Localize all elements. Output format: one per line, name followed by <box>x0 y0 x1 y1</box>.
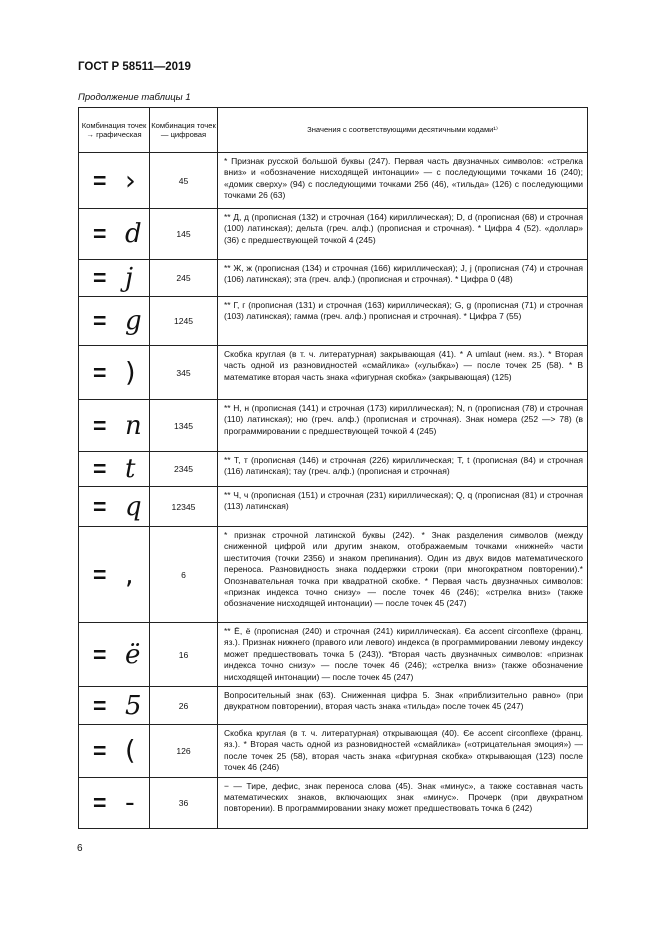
braille-symbol: ë <box>125 639 141 670</box>
value-description: ** Ё, ё (прописная (240) и строчная (241) кириллическая). Єa accent circonflexe (франц. яз.). Признак нижнего (правого или левого) индекса (в программировании левому индексу может предшествовать точка 5 (243)). *Вторая часть двузначных символов: «признак индекса точно снизу» — после точек 46 (246); «стрелка вниз» (также обозначение нисходящей интонации) — после точек 45 (247) <box>218 623 588 687</box>
digital-code: 126 <box>150 725 218 778</box>
digital-code: 145 <box>150 209 218 260</box>
graphic-cell <box>79 527 150 623</box>
braille-symbol: d <box>125 219 142 249</box>
equals-sign: = <box>93 455 107 482</box>
digital-code: 1345 <box>150 400 218 452</box>
digital-code: 26 <box>150 687 218 725</box>
value-description: ** Н, н (прописная (141) и строчная (173) кириллическая); N, n (прописная (78) и строчная (110) латинская); ню (греч. алф.) (прописная и строчная). Знак номера (252 —> 78) (в программировании с предшествующей точкой 4 (245) <box>218 400 588 452</box>
table-row <box>79 153 588 209</box>
table-row <box>79 777 588 828</box>
value-description: − — Тире, дефис, знак переноса слова (45). Знак «минус», а также составная часть математических знаков, включающих знак «минус». Прочерк (при двукратном повторении). В программировании знаку может предшествовать точка 6 (242) <box>218 777 588 828</box>
value-description: * Признак русской большой буквы (247). Первая часть двузначных символов: «стрелка вниз» и «обозначение нисходящей интонации» — с последующими точками 16 (240); «домик сверху» (94) с последующими точками 256 (46), «тильда» (126) с последующими точками 26 (63) <box>218 153 588 209</box>
braille-symbol: t <box>125 454 136 484</box>
digital-code: 1245 <box>150 297 218 346</box>
value-description: ** Г, г (прописная (131) и строчная (163) кириллическая); G, g (прописная (71) и строчная (103) латинская); гамма (греч. алф.) прописная и строчная). * Цифра 7 (55) <box>218 297 588 346</box>
digital-code: 345 <box>150 346 218 400</box>
table-row <box>79 346 588 400</box>
table-row <box>79 527 588 623</box>
braille-table <box>78 107 588 829</box>
equals-sign: = <box>93 641 107 668</box>
digital-code: 16 <box>150 623 218 687</box>
braille-symbol: g <box>125 306 142 336</box>
table-row <box>79 687 588 725</box>
equals-sign: = <box>93 692 107 719</box>
value-description: Вопросительный знак (63). Сниженная цифра 5. Знак «приблизительно равно» (при двукратном повторении), вторая часть знака «тильда» после точек 45 (247) <box>218 687 588 725</box>
equals-sign: = <box>93 737 107 764</box>
braille-symbol: 5 <box>125 690 142 721</box>
value-description: * признак строчной латинской буквы (242). * Знак разделения символов (между сниженной цифрой или другим знаком, отображаемым точками «нижней» части шеститочия (точки 2356) и знаком препинания). Один из двух видов математического переноса. Разновидность знака поддержки строки (при многократном повторении).* Опознавательная точка при квадратной скобке. * Первая часть двузначных символов: «признак индекса точно снизу» — после точек 46 (246); «стрелка вниз» (также обозначение нисходящей интонации) — после точек 45 (247) <box>218 527 588 623</box>
equals-sign: = <box>93 307 107 334</box>
value-description: ** Ч, ч (прописная (151) и строчная (231) кириллическая); Q, q (прописная (81) и строчная (113) латинская) <box>218 487 588 527</box>
table-row <box>79 452 588 487</box>
graphic-cell <box>79 153 150 209</box>
graphic-cell <box>79 687 150 725</box>
braille-symbol: ) <box>125 357 136 388</box>
equals-sign: = <box>93 167 107 193</box>
graphic-cell <box>79 487 150 527</box>
equals-sign: = <box>93 264 107 291</box>
document-code: ГОСТ Р 58511—2019 <box>78 61 191 73</box>
header-values: Значения с соответствующими десятичными кодами¹⁾ <box>218 108 588 153</box>
graphic-cell <box>79 346 150 400</box>
table-caption: Продолжение таблицы 1 <box>78 92 191 103</box>
digital-code: 245 <box>150 260 218 297</box>
digital-code: 2345 <box>150 452 218 487</box>
equals-sign: = <box>93 493 107 519</box>
graphic-cell <box>79 725 150 778</box>
equals-sign: = <box>93 789 107 816</box>
graphic-cell <box>79 623 150 687</box>
value-description: ** Д, д (прописная (132) и строчная (164) кириллическая); D, d (прописная (68) и строчная (100) латинская); дельта (греч. алф.) (прописная и строчная). * Цифра 4 (52). «доллар» (36) с предшествующей точкой 4 (245) <box>218 209 588 260</box>
digital-code: 36 <box>150 777 218 828</box>
table-header-row <box>79 108 588 153</box>
table-row <box>79 725 588 778</box>
braille-symbol: › <box>125 165 136 196</box>
graphic-cell <box>79 777 150 828</box>
braille-symbol: q <box>125 491 142 522</box>
equals-sign: = <box>93 359 107 385</box>
braille-symbol: j <box>125 263 134 293</box>
graphic-cell <box>79 209 150 260</box>
braille-symbol: ( <box>125 735 136 767</box>
value-description: ** Ж, ж (прописная (134) и строчная (166) кириллическая); J, j (прописная (74) и строчная (106) латинская); эта (греч. алф.) (прописная и строчная). * Цифра 0 (48) <box>218 260 588 297</box>
table-row <box>79 400 588 452</box>
table-row <box>79 623 588 687</box>
table-row <box>79 260 588 297</box>
digital-code: 6 <box>150 527 218 623</box>
equals-sign: = <box>93 561 107 587</box>
page-number: 6 <box>77 843 83 854</box>
table-row <box>79 209 588 260</box>
graphic-cell <box>79 400 150 452</box>
header-digital: Комбинация точек — цифровая <box>150 108 218 153</box>
value-description: ** Т, т (прописная (146) и строчная (226) кириллическая; T, t (прописная (84) и строчная (116) латинская); тау (греч. алф.) (прописная и строчная) <box>218 452 588 487</box>
braille-symbol: , <box>125 559 134 590</box>
equals-sign: = <box>93 412 107 438</box>
value-description: Скобка круглая (в т. ч. литературная) закрывающая (41). * A umlaut (нем. яз.). * Вторая часть одной из разновидностей «смайлика» («улыбка») — после точек 25 (58). * В математике вторая часть знака «фигурная скобка» (закрывающая) (125) <box>218 346 588 400</box>
digital-code: 12345 <box>150 487 218 527</box>
equals-sign: = <box>93 220 107 247</box>
braille-symbol: - <box>125 787 135 819</box>
value-description: Скобка круглая (в т. ч. литературная) открывающая (40). Єe accent circonflexe (франц. яз.). * Вторая часть одной из разновидностей «смайлика» («отрицательная эмоция») — после точек 25 (58), вторая часть знака «фигурная скобка» открывающая (123) после точек 46 (246) <box>218 725 588 778</box>
table-row <box>79 487 588 527</box>
graphic-cell <box>79 297 150 346</box>
digital-code: 45 <box>150 153 218 209</box>
header-graphic: Комбинация точек → графическая <box>79 108 150 153</box>
graphic-cell <box>79 260 150 297</box>
table-row <box>79 297 588 346</box>
braille-symbol: n <box>125 410 142 441</box>
graphic-cell <box>79 452 150 487</box>
